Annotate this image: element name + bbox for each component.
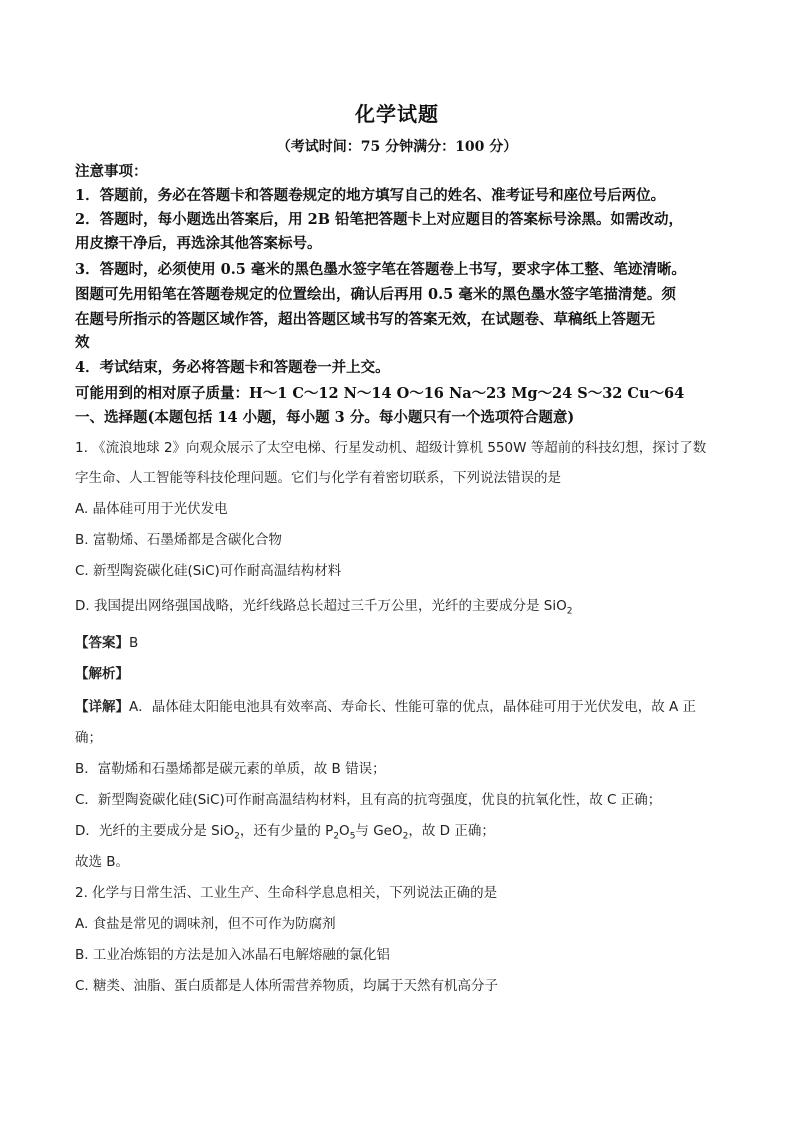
q1-detail-c: C．新型陶瓷碳化硅(SiC)可作耐高温结构材料，且有高的抗弯强度，优良的抗氧化性，故 C 正确； [75, 792, 662, 808]
notice-line: 3．答题时，必须使用 0.5 毫米的黑色墨水签字笔在答题卷上书写，要求字体工整、笔迹清晰。 [75, 261, 686, 278]
subscript: 5 [349, 831, 356, 842]
answer-tag: 【答案】 [75, 635, 129, 651]
section-heading: 一、选择题(本题包括 14 小题，每小题 3 分。每小题只有一个选项符合题意) [75, 409, 575, 426]
notice-line: 图题可先用铅笔在答题卷规定的位置绘出，确认后再用 0.5 毫米的黑色墨水签字笔描清楚。须 [75, 286, 676, 303]
notice-line: 1．答题前，务必在答题卡和答题卷规定的地方填写自己的姓名、准考证号和座位号后两位。 [75, 187, 666, 204]
notice-heading: 注意事项： [75, 163, 148, 180]
q1-detail-a-cont: 确； [75, 730, 102, 746]
q1-answer [75, 631, 725, 655]
exam-time-subtitle: （考试时间：75 分钟满分：100 分） [276, 139, 518, 155]
atomic-masses: 可能用到的相对原子质量：H～1 C～12 N～14 O～16 Na～23 Mg～24 S～32 Cu～64 [75, 385, 685, 402]
subscript: 2 [333, 831, 340, 842]
page-title: 化学试题 [355, 102, 439, 126]
q1-analysis [75, 662, 725, 686]
text-run: ，还有少量的 P [239, 823, 334, 839]
analysis-tag: 【解析】 [75, 666, 129, 682]
q1-conclusion: 故选 B。 [75, 854, 130, 870]
notice-line: 用皮擦干净后，再选涂其他答案标号。 [75, 235, 322, 252]
q1-stem-line2: 字生命、人工智能等科技伦理问题。它们与化学有着密切联系，下列说法错误的是 [75, 470, 561, 486]
q2-option-b: B. 工业冶炼铝的方法是加入冰晶石电解熔融的氯化铝 [75, 947, 390, 963]
subscript: 2 [402, 831, 409, 842]
q1-detail-a [75, 695, 725, 719]
detail-a-text: A．晶体硅太阳能电池具有效率高、寿命长、性能可靠的优点，晶体硅可用于光伏发电，故 A 正 [129, 699, 697, 715]
text-run: D．光纤的主要成分是 SiO [75, 823, 235, 839]
subscript: 2 [566, 606, 573, 617]
q1-stem-line1: 1. 《流浪地球 2》向观众展示了太空电梯、行星发动机、超级计算机 550W 等超前的科技幻想，探讨了数 [75, 440, 707, 456]
q2-option-a: A. 食盐是常见的调味剂，但不可作为防腐剂 [75, 916, 336, 932]
notice-line: 在题号所指示的答题区域作答，超出答题区域书写的答案无效，在试题卷、草稿纸上答题无 [75, 311, 655, 328]
q2-option-c: C. 糖类、油脂、蛋白质都是人体所需营养物质，均属于天然有机高分子 [75, 978, 499, 994]
q1-option-a: A. 晶体硅可用于光伏发电 [75, 501, 228, 517]
q2-stem: 2. 化学与日常生活、工业生产、生命科学息息相关，下列说法正确的是 [75, 885, 498, 901]
notice-line: 2．答题时，每小题选出答案后，用 2B 铅笔把答题卡上对应题目的答案标号涂黑。如需改动， [75, 211, 684, 228]
q1-option-d [75, 594, 725, 624]
notice-line: 效 [75, 334, 90, 351]
q1-option-d-text: D. 我国提出网络强国战略，光纤线路总长超过三千万公里，光纤的主要成分是 SiO [75, 598, 567, 614]
notice-line: 4．考试结束，务必将答题卡和答题卷一并上交。 [75, 359, 390, 376]
q1-option-c: C. 新型陶瓷碳化硅(SiC)可作耐高温结构材料 [75, 563, 342, 579]
text-run: ，故 D 正确； [408, 823, 495, 839]
subscript: 2 [234, 831, 240, 842]
q1-option-b: B. 富勒烯、石墨烯都是含碳化合物 [75, 532, 282, 548]
detail-tag: 【详解】 [75, 699, 129, 715]
text-run: O [339, 823, 350, 839]
answer-value: B [129, 635, 139, 651]
text-run: 与 GeO [355, 823, 403, 839]
q1-detail-d [75, 819, 725, 849]
q1-detail-b: B．富勒烯和石墨烯都是碳元素的单质，故 B 错误； [75, 761, 386, 777]
